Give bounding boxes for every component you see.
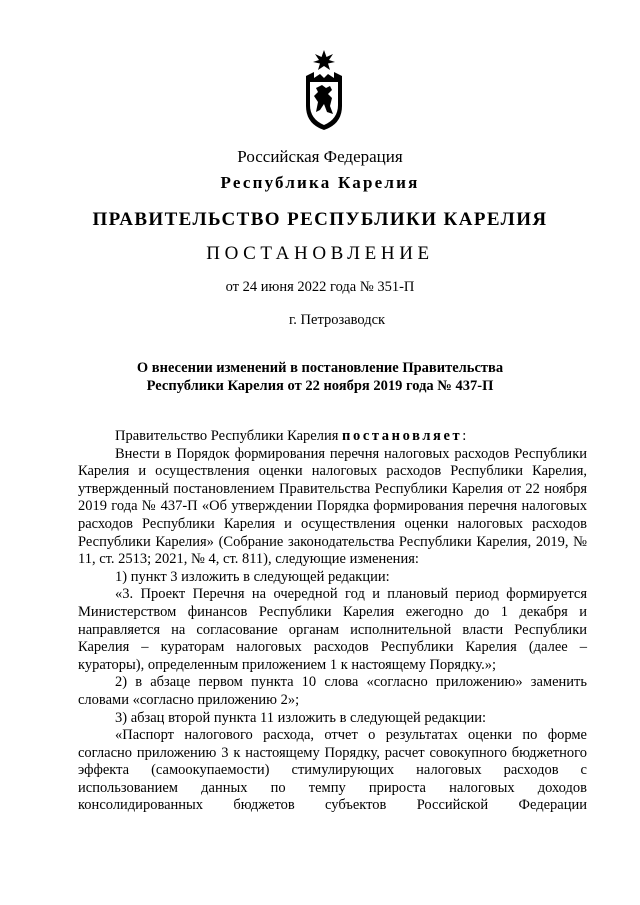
country-name: Российская Федерация	[237, 147, 403, 166]
preamble-lead: Правительство Республики Карелия	[115, 428, 343, 444]
paragraph-item-3-text: «Паспорт налогового расхода, отчет о результатах оценки по форме согласно приложению 3 к настоящему Порядку, расчет совокупного бюджетного эффекта (самоокупаемости) стимулирующих налоговых расходов с использованием данных по темпу прироста налоговых доходов консолидированных бюджетов субъектов Российской Федерации	[78, 727, 587, 814]
government-name: ПРАВИТЕЛЬСТВО РЕСПУБЛИКИ КАРЕЛИЯ	[92, 209, 548, 230]
preamble-paragraph	[78, 428, 587, 446]
paragraph-item-1: 1) пункт 3 изложить в следующей редакции:	[115, 568, 390, 585]
document-date-number: от 24 июня 2022 года № 351-П	[225, 279, 415, 295]
paragraph-item-2: 2) в абзаце первом пункта 10 слова «согласно приложению» заменить словами «согласно приложению 2»;	[78, 674, 587, 708]
paragraph-item-3: 3) абзац второй пункта 11 изложить в следующей редакции:	[115, 709, 487, 726]
document-body	[78, 428, 587, 815]
preamble-action: постановляет	[342, 428, 463, 444]
republic-name: Республика Карелия	[220, 173, 420, 192]
document-subject	[0, 359, 640, 395]
karelia-coat-of-arms-icon	[300, 50, 348, 132]
paragraph-item-1-text: «3. Проект Перечня на очередной год и плановый период формируется Министерством финансов Республики Карелия ежегодно до 1 декабря и направляется на согласование органам исполнительной власти Республики Карелия – кураторам налоговых расходов Республики Карелия (далее – кураторы), определенным приложением 1 к настоящему Порядку.»;	[78, 586, 587, 673]
document-city: г. Петрозаводск	[289, 312, 386, 328]
document-type: ПОСТАНОВЛЕНИЕ	[206, 243, 434, 264]
paragraph-amendments: Внести в Порядок формирования перечня налоговых расходов Республики Карелия и осуществления оценки налоговых расходов Республики Карелия, утвержденный постановлением Правительства Республики Карелия от 22 ноября 2019 года № 437-П «Об утверждении Порядка формирования перечня налоговых расходов Республики Карелия и осуществления оценки налоговых расходов Республики Карелия» (Собрание законодательства Республики Карелия, 2019, № 11, ст. 2513; 2021, № 4, ст. 811), следующие изменения:	[78, 445, 587, 568]
subject-line-1: О внесении изменений в постановление Правительства	[136, 360, 504, 376]
preamble-colon: :	[462, 428, 467, 444]
subject-line-2: Республики Карелия от 22 ноября 2019 года № 437-П	[146, 378, 494, 394]
